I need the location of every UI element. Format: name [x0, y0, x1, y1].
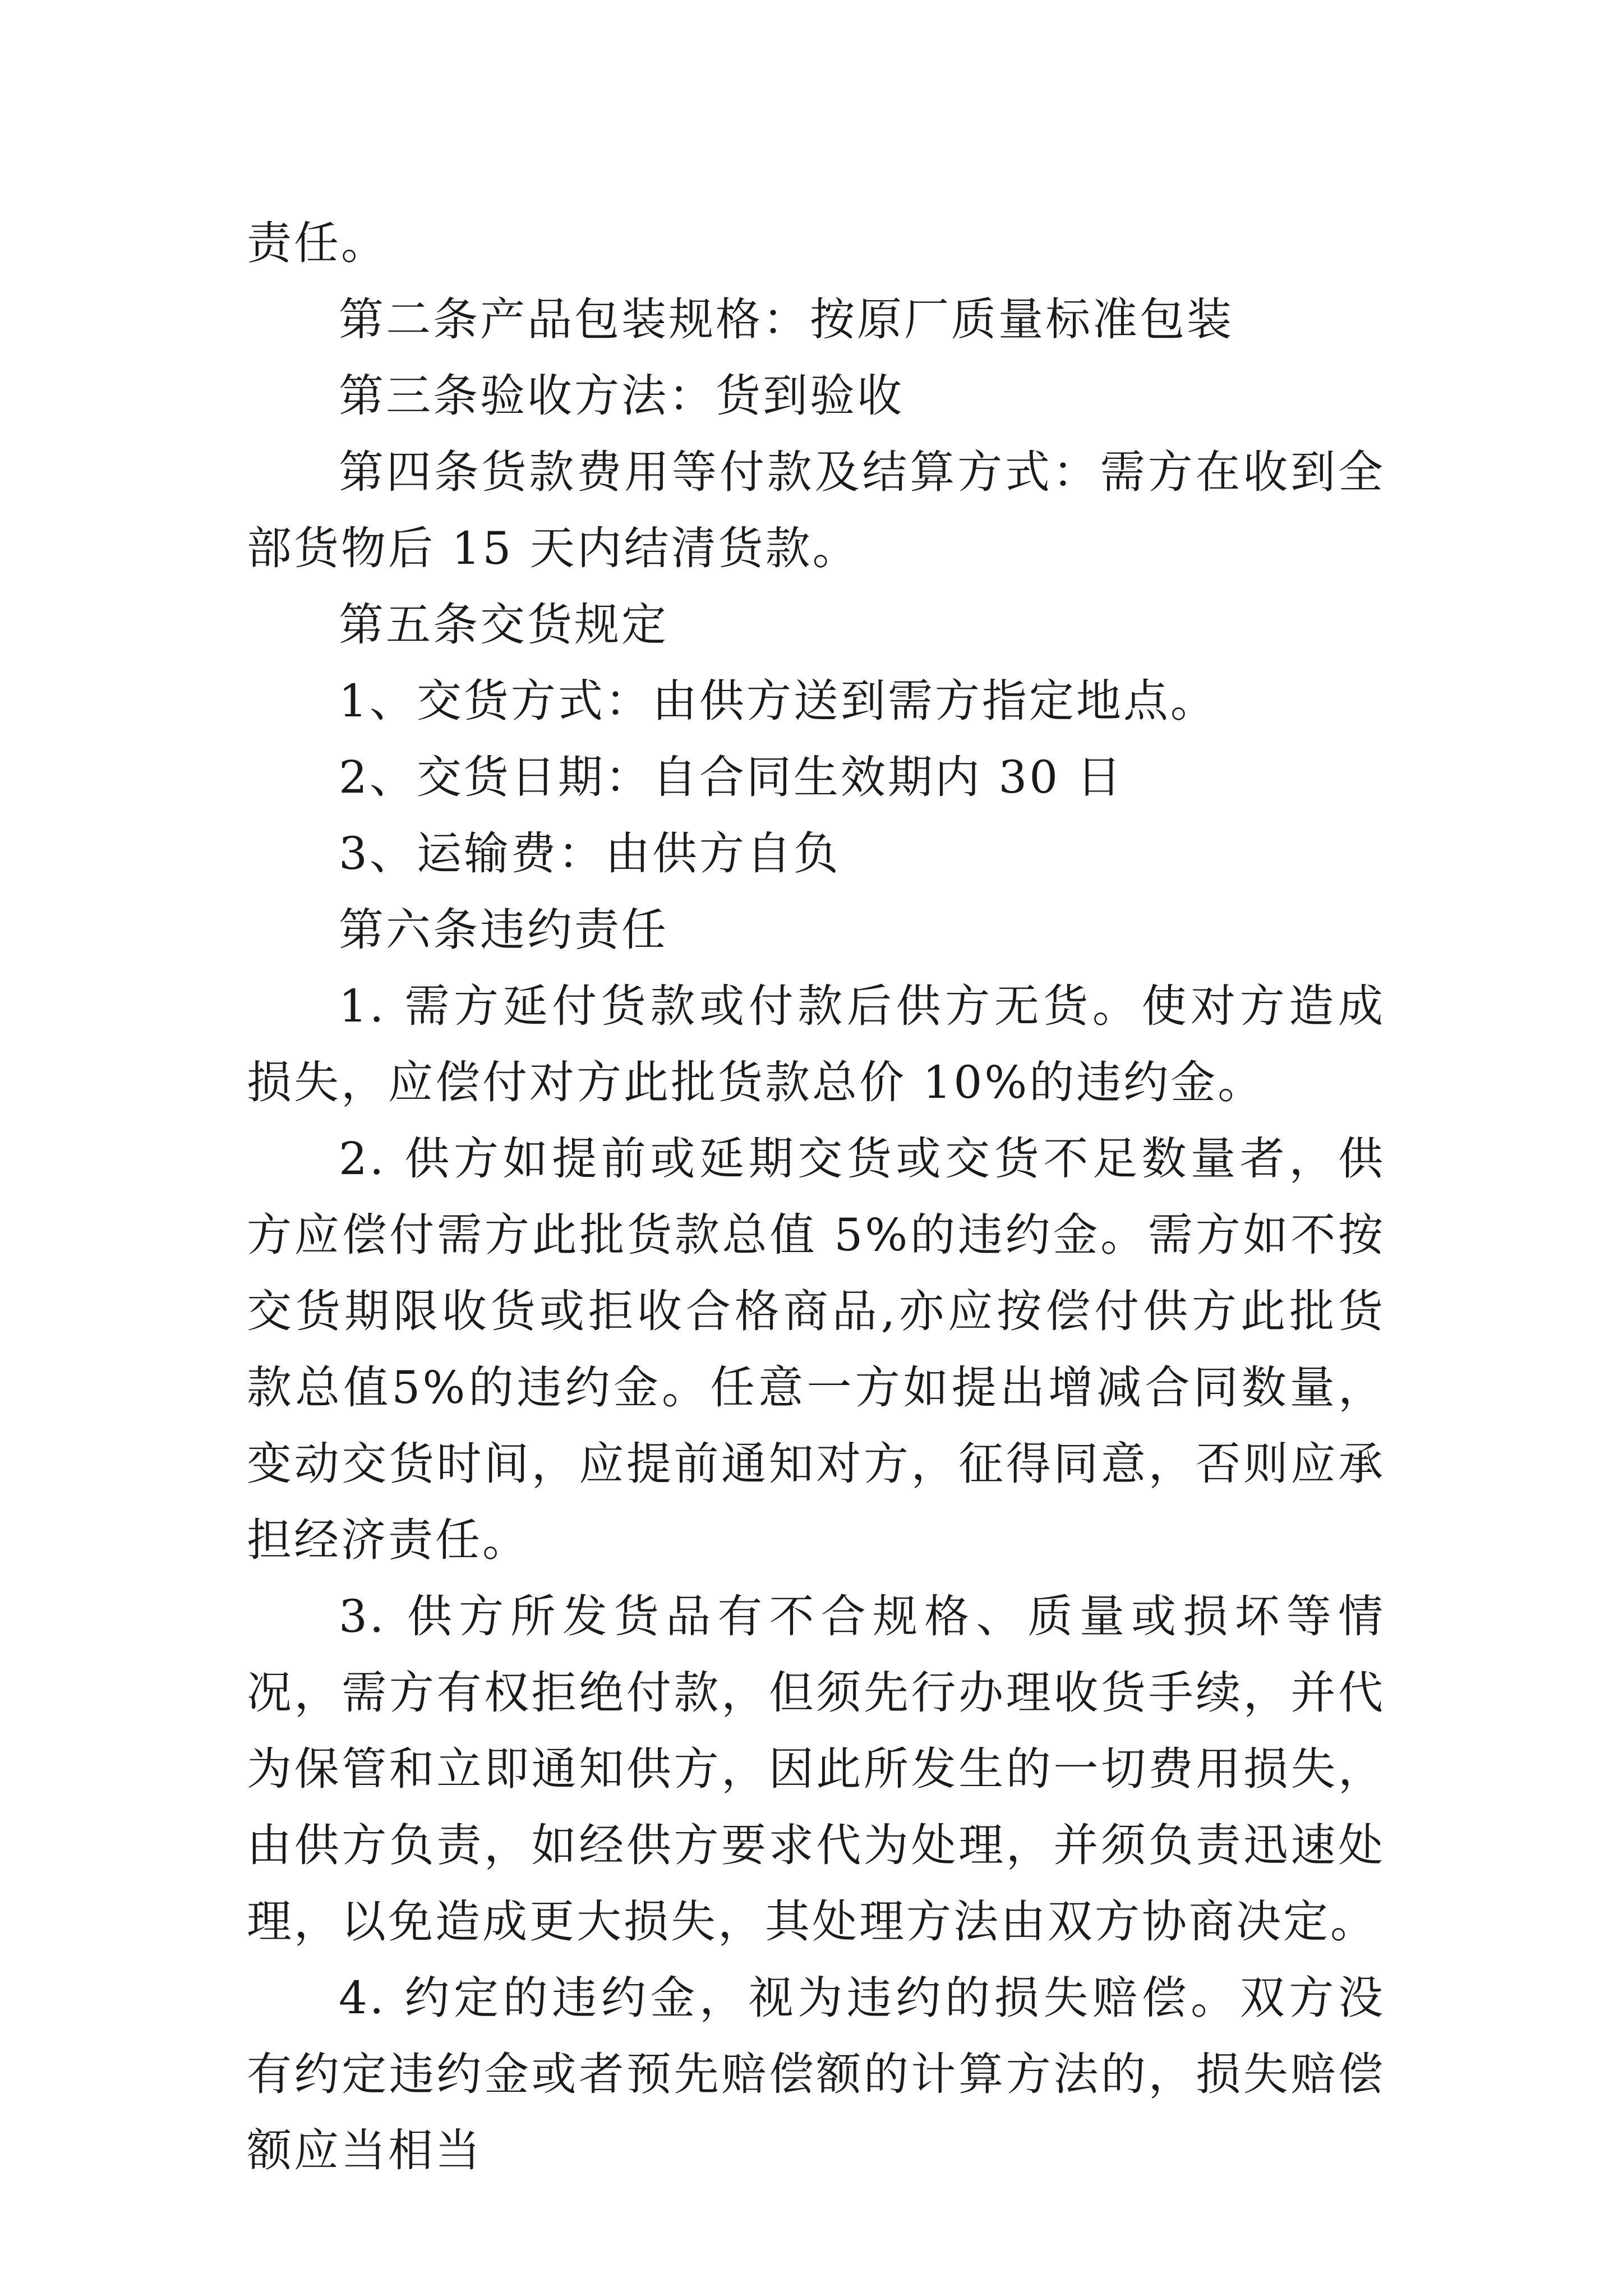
paragraph-article-6: 第六条违约责任: [339, 904, 668, 956]
contract-body: [247, 205, 1385, 2189]
paragraph-liability-2: 2. 供方如提前或延期交货或交货不足数量者，供方应偿付需方此批货款总值 5%的违约金。需方如不按交货期限收货或拒收合格商品,亦应按偿付供方此批货款总值5%的违约金。任意一方如提出增减合同数量，变动交货时间，应提前通知对方，征得同意，否则应承担经济责任。: [247, 1133, 1385, 1566]
paragraph-liability-3: 3. 供方所发货品有不合规格、质量或损坏等情况，需方有权拒绝付款，但须先行办理收货手续，并代为保管和立即通知供方，因此所发生的一切费用损失，由供方负责，如经供方要求代为处理，并须负责迅速处理，以免造成更大损失，其处理方法由双方协商决定。: [247, 1590, 1385, 1948]
paragraph-delivery-date: 2、交货日期：自合同生效期内 30 日: [339, 751, 1124, 803]
paragraph-freight: 3、运输费：由供方自负: [339, 827, 841, 880]
paragraph-liability-1: 1. 需方延付货款或付款后供方无货。使对方造成损失，应偿付对方此批货款总价 10%的违约金。: [247, 980, 1385, 1108]
paragraph-article-3: 第三条验收方法：货到验收: [339, 370, 904, 422]
paragraph-article-5: 第五条交货规定: [339, 599, 668, 651]
paragraph-delivery-method: 1、交货方式：由供方送到需方指定地点。: [339, 675, 1218, 727]
paragraph-article-2: 第二条产品包装规格：按原厂质量标准包装: [339, 293, 1234, 346]
paragraph-continuation: 责任。: [247, 217, 388, 269]
paragraph-liability-4: 4. 约定的违约金，视为违约的损失赔偿。双方没有约定违约金或者预先赔偿额的计算方法的，损失赔偿额应当相当: [247, 1972, 1385, 2177]
paragraph-article-4: 第四条货款费用等付款及结算方式：需方在收到全部货物后 15 天内结清货款。: [247, 446, 1385, 574]
